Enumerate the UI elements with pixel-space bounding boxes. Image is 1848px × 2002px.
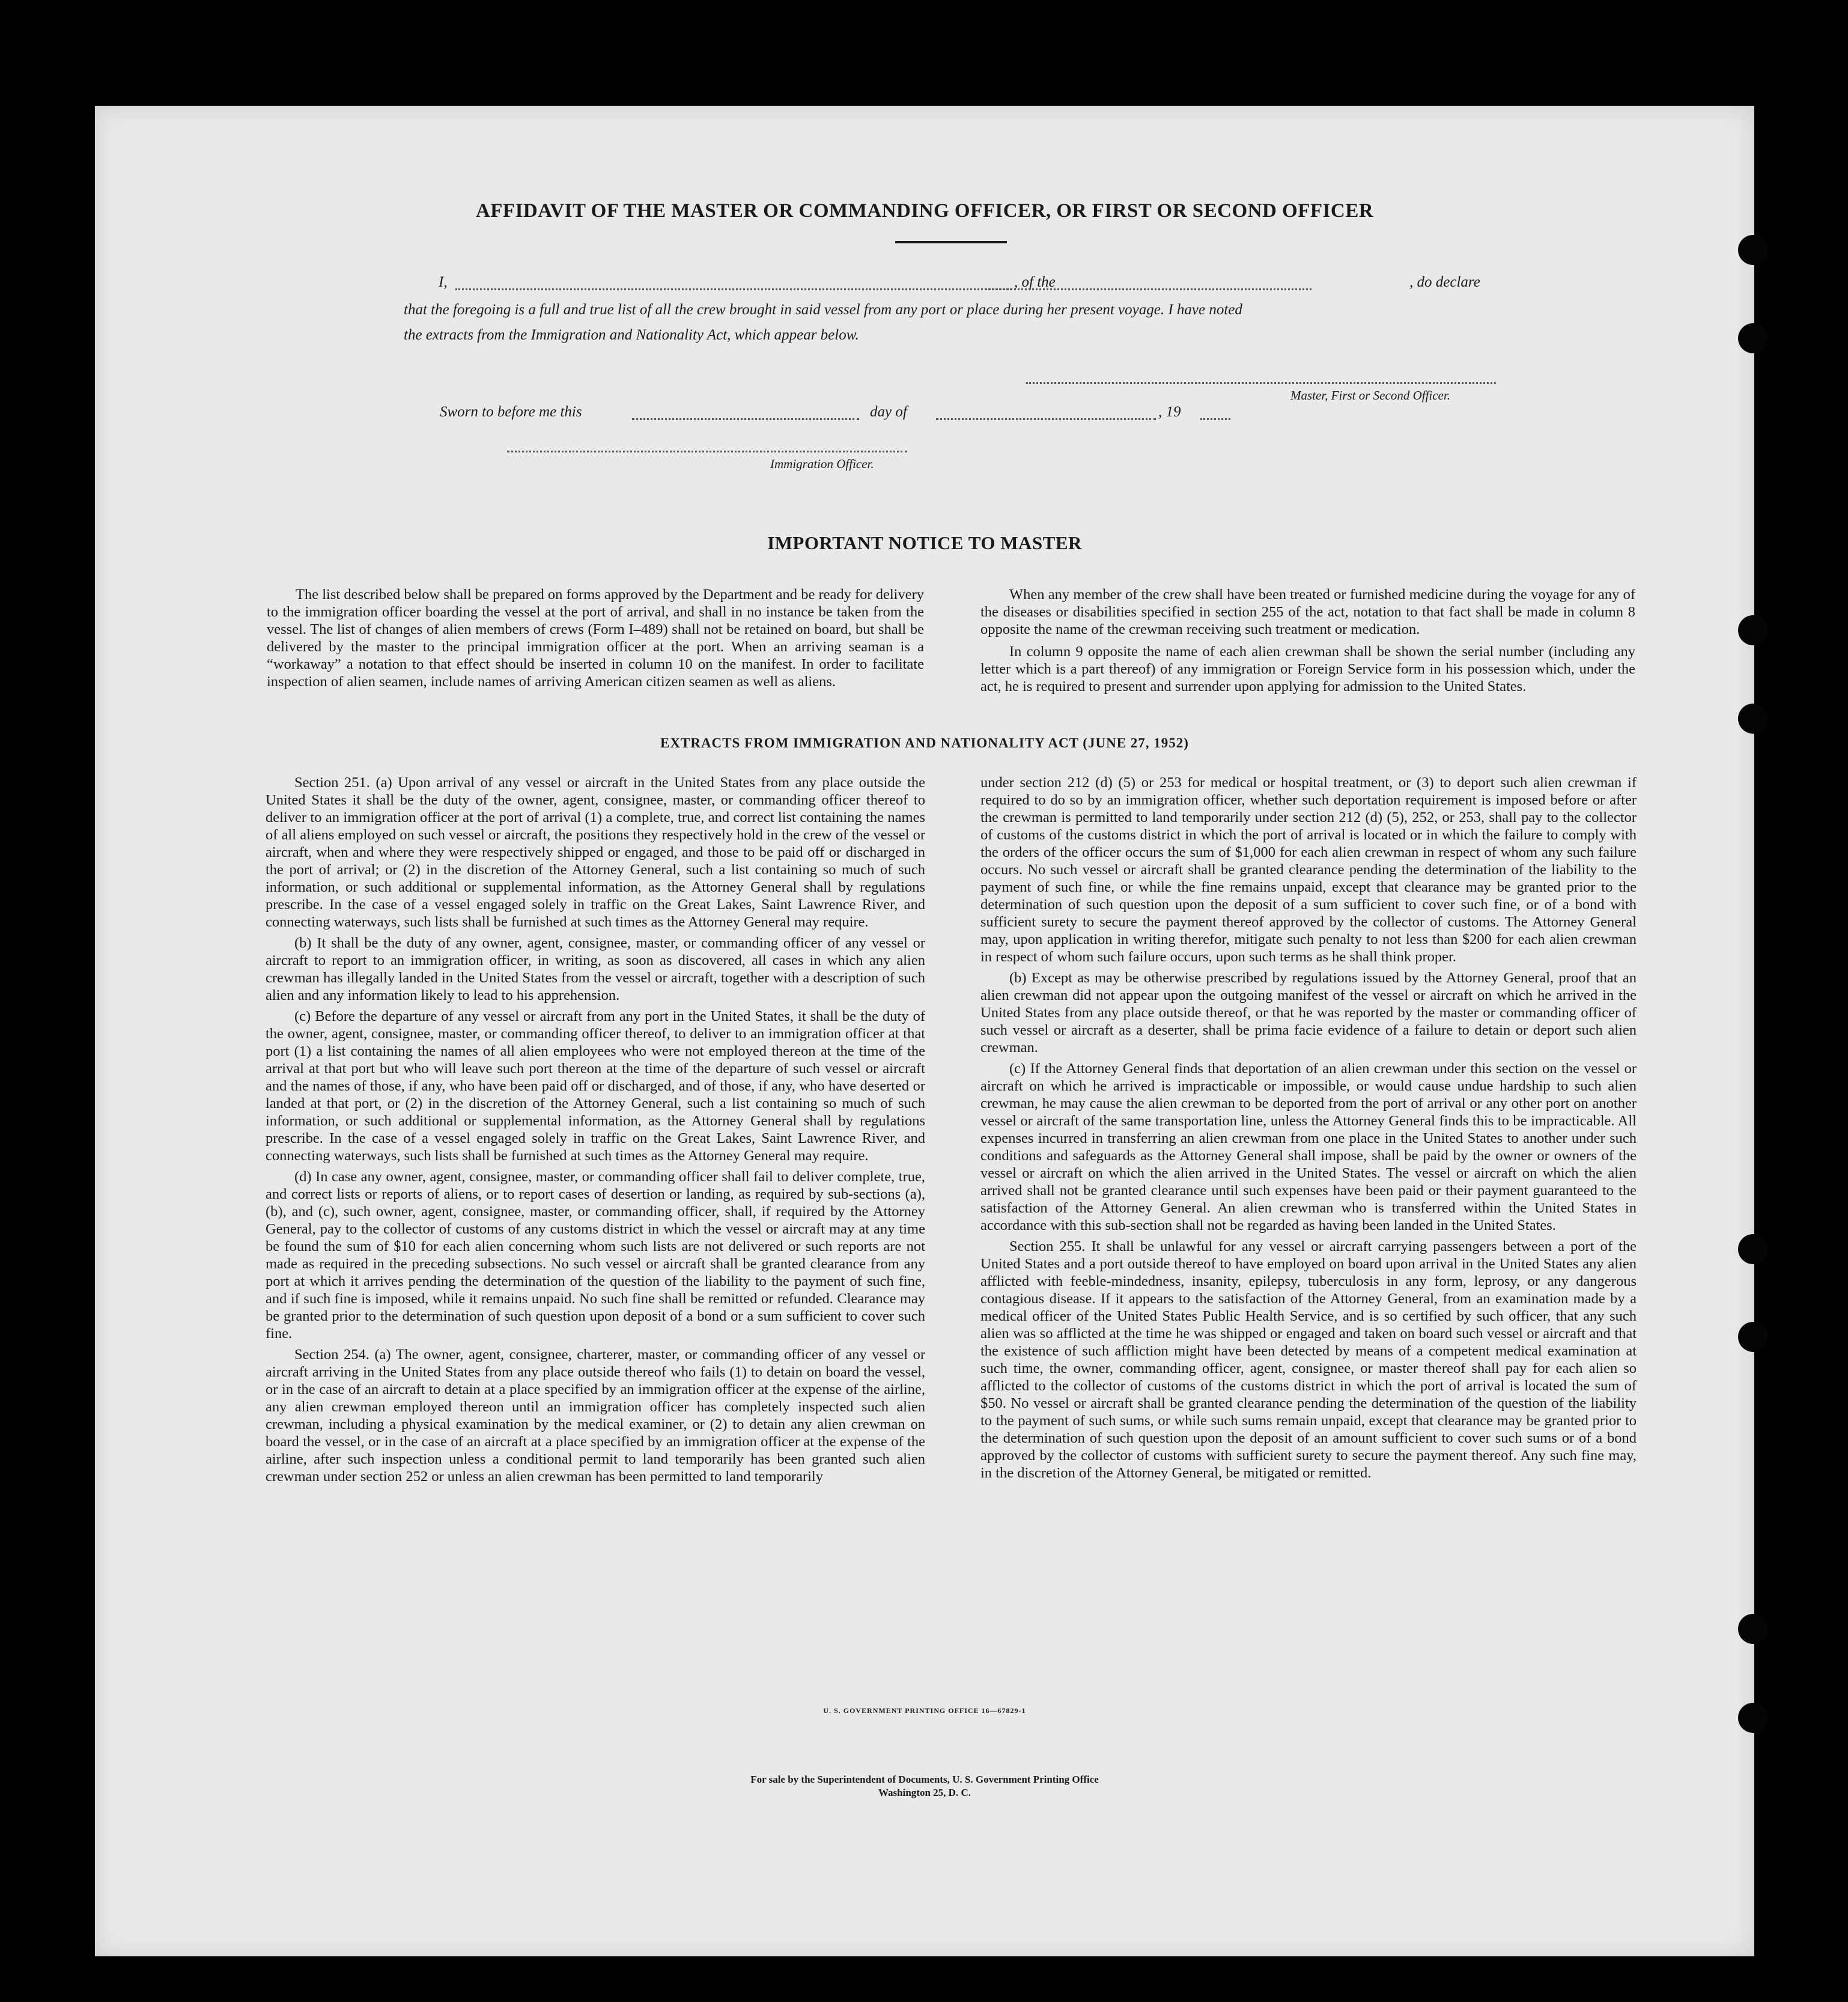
affidavit-title: AFFIDAVIT OF THE MASTER OR COMMANDING OFFICER, OR FIRST OR SECOND OFFICER <box>475 200 1374 222</box>
punch-hole <box>1738 1234 1768 1264</box>
punch-hole <box>1738 1322 1768 1352</box>
sale-line-2: Washington 25, D. C. <box>878 1787 971 1798</box>
section-251-d: (d) In case any owner, agent, consignee, master, or commanding officer shall fail to deliver complete, true, and correct lists or reports of aliens, or to report cases of desertion or landing, as required by sub-sections (a), (b), and (c), such owner, agent, consignee, master, or commanding officer, shall, if required by the Attorney General, pay to the collector of customs of any customs district in which the vessel or aircraft may at any time be found the sum of $10 for each alien concerning whom such lists are not delivered or such reports are not made as required in the preceding subsections. No such vessel or aircraft shall be granted clearance from any port at which it arrives pending the determination of the question of the liability to the payment of such fine, and if such fine is imposed, while it remains unpaid. No such fine shall be remitted or refunded. Clearance may be granted prior to the determination of such question upon deposit of a bond or a sum sufficient to cover such fine. <box>266 1169 925 1342</box>
punch-hole <box>1738 235 1768 265</box>
officer-signature-field[interactable] <box>507 451 907 452</box>
section-254-b: (b) Except as may be otherwise prescribed by regulations issued by the Attorney General, proof that an alien crewman did not appear upon the outgoing manifest of the vessel or aircraft on which he arrived in the United States from any place outside thereof, or that he was reported by the master or commanding officer of such vessel or aircraft as a deserter, shall be prima facie evidence of a failure to detain or deport such alien crewman. <box>980 970 1637 1056</box>
extracts-right-column <box>980 774 1637 1485</box>
punch-hole <box>1738 615 1768 645</box>
form-sheet <box>95 106 1754 1956</box>
section-255: Section 255. It shall be unlawful for any vessel or aircraft carrying passengers between a port of the United States and a port outside thereof to have employed on board upon arrival in the United States any alien afflicted with feeble-mindedness, insanity, epilepsy, tuberculosis in any form, leprosy, or any dangerous contagious disease. If it appears to the satisfaction of the Attorney General, from an examination made by a medical officer of the United States Public Health Service, and is so certified by such officer, that any such alien was so afflicted at the time he was shipped or engaged and taken on board such vessel or aircraft and that the existence of such affliction might have been detected by means of a competent medical examination at such time, the owner, commanding officer, agent, consignee, or master thereof shall pay for each alien so afflicted to the collector of customs of the customs district in which the port of arrival is located the sum of $50. No vessel or aircraft shall be granted clearance pending the determination of the question of the liability to the payment of such sums, or while such sums remain unpaid, except that clearance may be granted prior to the determination of such question upon the deposit of an amount sufficient to cover such sums or of a bond approved by the collector of customs with sufficient surety to secure the payment thereof. Any such fine may, in the discretion of the Attorney General, be mitigated or remitted. <box>980 1238 1637 1481</box>
sale-notice <box>95 1773 1754 1800</box>
notice-right-paragraph-2: In column 9 opposite the name of each alien crewman shall be shown the serial number (including any letter which is a part thereof) of any immigration or Foreign Service form in his possession which, under the act, he is required to present and surrender upon applying for admission to the United States. <box>980 644 1635 695</box>
punch-hole <box>1738 1703 1768 1733</box>
master-signature-field[interactable] <box>1026 382 1496 384</box>
name-field[interactable] <box>455 288 1012 290</box>
notice-title: IMPORTANT NOTICE TO MASTER <box>767 532 1082 553</box>
title-underline <box>895 241 1007 243</box>
vessel-field[interactable] <box>981 288 1312 290</box>
sworn-day-field[interactable] <box>632 418 859 420</box>
notice-right-column <box>980 586 1635 699</box>
section-254-c: (c) If the Attorney General finds that deportation of an alien crewman under this section on the vessel or aircraft on which he arrived is impracticable or impossible, or would cause undue hardship to such alien crewman, he may cause the alien crewman to be deported from the port of arrival or any other port on another vessel or aircraft of the same transportation line, unless the Attorney General finds this to be impracticable. All expenses incurred in transferring an alien crewman from one place in the United States to another under such conditions and safeguards as the Attorney General shall impose, shall be paid by the owner or owners of the vessel or aircraft on which the alien arrived in the United States. The vessel or aircraft on which the alien arrived shall not be granted clearance until such expenses have been paid or their payment guaranteed to the satisfaction of the Attorney General. An alien crewman who is transferred within the United States in accordance with this sub-section shall not be regarded as having been landed in the United States. <box>980 1060 1637 1234</box>
extracts-left-column <box>266 774 925 1489</box>
section-254-a-continued: under section 212 (d) (5) or 253 for medical or hospital treatment, or (3) to deport such alien crewman if required to do so by an immigration officer, whether such deportation requirement is imposed before or after the crewman is permitted to land temporarily under section 212 (d) (5), 252, or 253, shall pay to the collector of customs of the customs district in which the port of arrival is located or in which the failure to comply with the orders of the officer occurs the sum of $1,000 for each alien crewman in respect of whom any such failure occurs. No such vessel or aircraft shall be granted clearance pending the determination of the liability to the payment of such fine, or while the fine remains unpaid, except that clearance may be granted prior to the determination of such question upon the deposit of a sum sufficient to cover such fine, or of a bond with sufficient surety to secure the payment thereof approved by the collector of customs. The Attorney General may, upon application in writing therefor, mitigate such penalty to not less than $200 for each alien crewman in respect of whom such failure occurs, upon such terms as he shall think proper. <box>980 774 1637 965</box>
sale-line-1: For sale by the Superintendent of Documents, U. S. Government Printing Office <box>750 1774 1099 1785</box>
punch-hole <box>1738 1614 1768 1644</box>
year-label: , 19 <box>1158 404 1181 420</box>
i-label: I, <box>439 274 448 290</box>
declaration-line-1: that the foregoing is a full and true list of all the crew brought in said vessel from any port or place during her present voyage. I have noted <box>404 302 1242 318</box>
officer-signature-label: Immigration Officer. <box>770 457 874 471</box>
declaration-line-2: the extracts from the Immigration and Nationality Act, which appear below. <box>404 327 859 343</box>
section-251-b: (b) It shall be the duty of any owner, agent, consignee, master, or commanding officer of any vessel or aircraft to report to an immigration officer, in writing, as soon as discovered, all cases in which any alien crewman has illegally landed in the United States from the vessel or aircraft, together with a description of such alien and any information likely to lead to his apprehension. <box>266 935 925 1003</box>
extracts-title: EXTRACTS FROM IMMIGRATION AND NATIONALITY ACT (JUNE 27, 1952) <box>660 735 1189 750</box>
do-declare-label: , do declare <box>1409 274 1480 290</box>
notice-left-column <box>267 586 924 694</box>
notice-left-paragraph: The list described below shall be prepared on forms approved by the Department and be ready for delivery to the immigration officer boarding the vessel at the port of arrival, and shall in no instance be taken from the vessel. The list of changes of alien members of crews (Form I–489) shall not be retained on board, but shall be delivered by the master to the principal immigration officer at the port. When an arriving seaman is a “workaway” a notation to that effect should be inserted in column 10 on the manifest. In order to facilitate inspection of alien seamen, include names of arriving American citizen seamen as well as aliens. <box>267 586 924 690</box>
master-signature-label: Master, First or Second Officer. <box>1290 388 1450 403</box>
day-of-label: day of <box>870 404 907 420</box>
section-254-a: Section 254. (a) The owner, agent, consignee, charterer, master, or commanding officer of any vessel or aircraft arriving in the United States from any place outside thereof who fails (1) to detain on board the vessel, or in the case of an aircraft to detain at a place specified by an immigration officer at the expense of the airline, any alien crewman employed thereon until an immigration officer has completely inspected such alien crewman, including a physical examination by the medical examiner, or (2) to detain any alien crewman on board the vessel, or in the case of an aircraft at a place specified by an immigration officer at the expense of the airline, after such inspection unless a conditional permit to land temporarily has been granted such alien crewman under section 252 or unless an alien crewman has been permitted to land temporarily <box>266 1346 925 1485</box>
punch-hole <box>1738 704 1768 734</box>
sworn-label: Sworn to before me this <box>440 404 582 420</box>
sworn-month-field[interactable] <box>936 418 1156 420</box>
sworn-year-field[interactable] <box>1200 418 1230 420</box>
punch-hole <box>1738 323 1768 353</box>
section-251-c: (c) Before the departure of any vessel or aircraft from any port in the United States, it shall be the duty of the owner, agent, consignee, master, or commanding officer thereof, to deliver to an immigration officer at that port (1) a list containing the names of all alien employees who were not employed thereon at the time of the arrival at that port but who will leave such port thereon at the time of the departure of such vessel or aircraft and the names of those, if any, who have been paid off or discharged, and of those, if any, who have deserted or landed at that port, or (2) in the discretion of the Attorney General, such a list containing so much of such information, or such additional or supplemental information, as the Attorney General shall by regulations prescribe. In the case of a vessel engaged solely in traffic on the Great Lakes, Saint Lawrence River, and connecting waterways, such lists shall be furnished at such times as the Attorney General may require. <box>266 1008 925 1164</box>
notice-right-paragraph-1: When any member of the crew shall have been treated or furnished medicine during the voyage for any of the diseases or disabilities specified in section 255 of the act, notation to that fact shall be made in column 8 opposite the name of the crewman receiving such treatment or medication. <box>980 586 1635 637</box>
of-the-label: , of the <box>1014 274 1056 290</box>
gpo-code: U. S. GOVERNMENT PRINTING OFFICE 16—67829-1 <box>823 1706 1026 1715</box>
section-251-a: Section 251. (a) Upon arrival of any vessel or aircraft in the United States from any place outside the United States it shall be the duty of the owner, agent, consignee, master, or commanding officer thereof to deliver to an immigration officer at the port of arrival (1) a complete, true, and correct list containing the names of all aliens employed on such vessel or aircraft, the positions they respectively hold in the crew of the vessel or aircraft, when and where they were respectively shipped or engaged, and those to be paid off or discharged in the port of arrival; or (2) in the discretion of the Attorney General, such a list containing so much of such information, or such additional or supplemental information, as the Attorney General shall by regulations prescribe. In the case of a vessel engaged solely in traffic on the Great Lakes, Saint Lawrence River, and connecting waterways, such lists shall be furnished at such times as the Attorney General may require. <box>266 774 925 930</box>
